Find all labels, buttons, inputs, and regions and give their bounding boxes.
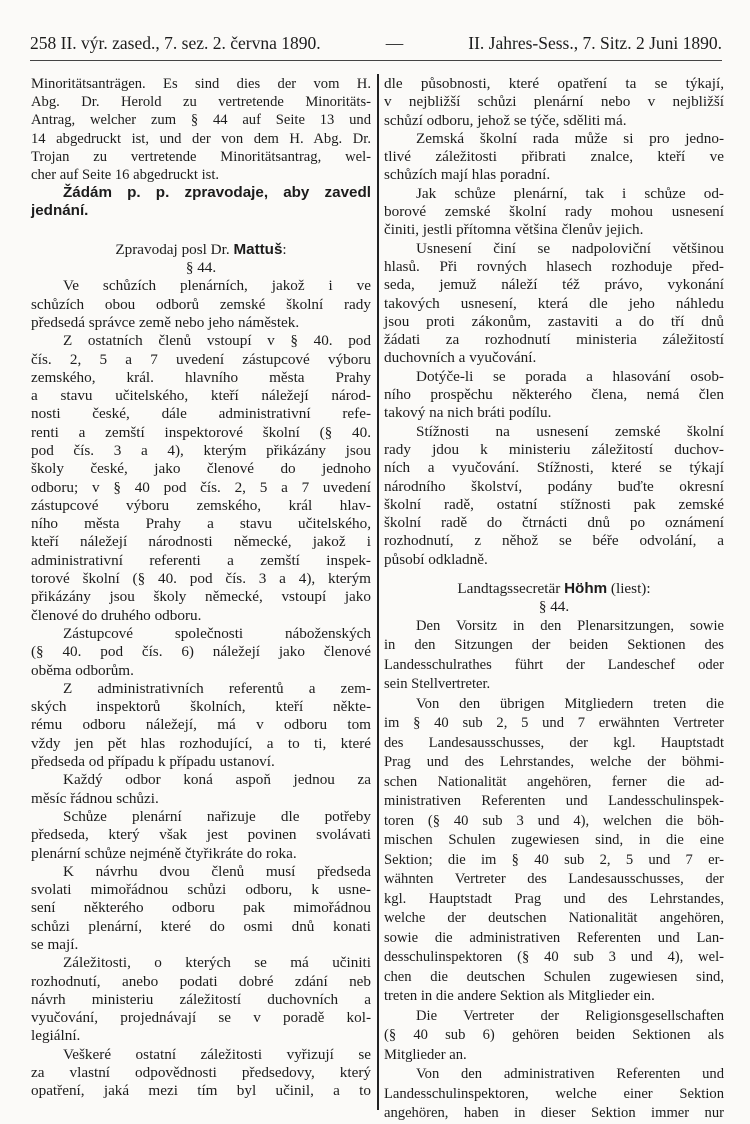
paragraph (31, 277, 371, 332)
text-line: duchovních a vyučování. (384, 349, 537, 367)
text-line: rému odboru náležejí, má v odboru tom (31, 716, 371, 734)
text-line: schůzí odboru, jehož se týče, sděliti má. (384, 111, 627, 129)
text-line: působí odkladně. (384, 550, 488, 568)
text-line: rady jdou k ministeriu záležitostí duchov- (384, 440, 724, 458)
text-line: Ve schůzích plenárních, jakož i ve (63, 277, 371, 295)
text-line: se mají. (31, 936, 79, 953)
text-line: Stížnosti na usnesení zemské školní (416, 422, 724, 440)
text-line: Trojan zu vertretende Minoritätsantrag, wel- (31, 148, 371, 165)
text-line: Antrag, welcher zum § 44 auf Seite 13 und (31, 112, 371, 129)
text-line: odboru; v § 40 pod čís. 2, 5 a 7 uvedení (31, 478, 371, 496)
text-line: Sektion; die im § 40 sub 2, 5 und 7 er- (384, 851, 724, 868)
text-line: wähnten Vertreter des Landesausschusses, der (384, 871, 724, 888)
text-line: vyučování, projednávají se v poradě kol- (31, 1009, 371, 1027)
text-line: Záležitosti, o kterých se má učiniti (63, 954, 371, 972)
text-line: vždy jen pět hlas rozhodující, a to ti, které (31, 734, 371, 752)
text-line: svolati mimořádnou schůzi odboru, k usne- (31, 881, 371, 899)
speaker-name: Höhm (564, 580, 608, 598)
text-line: ních a vyučování. Stížnosti, které se týkají (384, 459, 724, 477)
text-line: angehören, haben in dieser Sektion immer nur (384, 1105, 724, 1122)
text-line: in den Sitzungen der beiden Sektionen des (384, 637, 724, 654)
text-line: školní radě do čtrnácti dnů po oznámení (384, 514, 724, 532)
text-line: Každý odbor koná aspoň jednou za (63, 771, 371, 789)
paragraph (384, 695, 724, 1007)
paragraph (31, 625, 371, 680)
text-line: toren (§ 40 sub 3 und 4), welchen die böh- (384, 812, 724, 829)
text-line: zástupcové výboru zemského, král hlav- (31, 496, 371, 514)
text-line: Žádám p. p. zpravodaje, aby zavedl (63, 184, 371, 202)
paragraph (31, 954, 371, 1045)
text-line: schen Nationalität angehören, ferner die ad- (384, 773, 724, 790)
text-line: schůzi plenární, které do osmi dnů konati (31, 917, 371, 935)
text-line: Von den administrativen Referenten und (416, 1066, 724, 1083)
text-line: tlivé záležitosti přibrati znalce, kteří ve (384, 148, 724, 166)
paragraph (31, 863, 371, 954)
text-line: pod čís. 3 a 4), kterým přikázány jsou (31, 441, 371, 459)
text-line: v nejbližší schůzi plenární nebo v nejbližší (384, 93, 724, 111)
text-line: legiální. (31, 1027, 81, 1045)
text-line: hlasů. Při rovných hlasech rozhoduje před- (384, 257, 724, 275)
text-line: a stavu učitelského, kteří náležejí národ- (31, 387, 371, 405)
paragraph (31, 332, 371, 625)
text-line: borové zemské školní rady mohou usnesení (384, 203, 724, 221)
text-line: (§ 40. pod čís. 6) náležejí jako členové (31, 643, 371, 661)
text-line: treten in die andere Sektion als Mitglieder ein. (384, 988, 655, 1005)
text-line: des Landesausschusses, der kgl. Hauptstadt (384, 734, 724, 751)
text-line: zemského, král. hlavního města Prahy (31, 368, 371, 386)
text-line: 14 abgedruckt ist, und der von dem H. Abg. Dr. (31, 130, 371, 147)
text-line: Prag und des Lehrstandes, welche der böhmi- (384, 754, 724, 771)
paragraph (384, 368, 724, 423)
column-divider (377, 74, 379, 1110)
text-line: návrh ministeriu záležitostí duchovních a (31, 990, 371, 1008)
text-line: ního města Prahy a stavu učitelského, (31, 515, 371, 533)
text-line: K návrhu dvou členů musí předseda (63, 862, 371, 880)
section-heading: § 44. (185, 259, 217, 277)
paragraph (31, 1046, 371, 1101)
text-line: ního prospěchu některého člena, nemá člen (384, 386, 724, 404)
left-column (31, 75, 371, 1101)
paragraph (384, 185, 724, 240)
speaker-name: Mattuš (233, 240, 283, 258)
text-line: členové do druhého odboru. (31, 606, 202, 624)
text-line: rozhodnutí, anebo podati dobré zdání neb (31, 972, 371, 990)
text-line: (§ 40 sub 6) gehören beiden Sektionen als (384, 1027, 724, 1044)
text-line: čís. 2, 5 a 7 uvedení zástupcové výboru (31, 350, 371, 368)
paragraph (384, 1007, 724, 1066)
paragraph (384, 1065, 724, 1124)
text-line: rozhodnutí, z něhož se béře odvolání, a (384, 532, 724, 550)
text-line: jsou proti zákonům, zastaviti a do tří dnů (384, 312, 724, 330)
text-line: plenární schůze nejméně čtyřikráte do roka. (31, 844, 297, 862)
speaker-line (384, 580, 724, 598)
text-line: školní radě, ostatní stížnosti pak zemské (384, 495, 724, 513)
text-line: předseda od případu k případu ustanoví. (31, 753, 275, 771)
text-line: Usnesení činí se nadpoloviční většinou (416, 239, 724, 257)
speaker-text: Landtagssecretär (457, 580, 565, 598)
text-line: Landesschulrathes führt der Landeschef oder (384, 656, 724, 673)
paragraph (31, 680, 371, 771)
text-line: seda, jemuž náleží též právo, vykonání (384, 276, 724, 294)
spacer (384, 569, 724, 580)
speaker-text: : (282, 240, 287, 258)
header-czech: 258 II. výr. zased., 7. sez. 2. června 1890. (30, 33, 321, 53)
text-line: národního školství, podány buďte okresní (384, 477, 724, 495)
paragraph (31, 808, 371, 863)
text-line: přikázány jsou školy německé, vstoupí jako (31, 588, 371, 606)
speaker-text: (liest): (607, 580, 651, 598)
running-header (30, 33, 722, 54)
text-line: měsíc řádnou schůzi. (31, 789, 159, 807)
text-line: renti a zemští inspektorové školní (§ 40. (31, 423, 371, 441)
text-line: předseda, který však jest povinen svolávati (31, 826, 371, 844)
header-dash: — (385, 33, 404, 53)
text-line: Die Vertreter der Religionsgesellschaften (416, 1007, 724, 1024)
text-line: Z ostatních členů vstoupí v § 40. pod (63, 332, 371, 350)
section-heading: § 44. (538, 598, 570, 616)
text-line: Mitglieder an. (384, 1046, 467, 1063)
text-line: cher auf Seite 16 abgedruckt ist. (31, 166, 220, 183)
paragraph (31, 771, 371, 808)
text-line: desschulinspektoren (§ 40 sub 3 und 4), wel- (384, 949, 724, 966)
spacer (31, 221, 371, 241)
right-column (384, 75, 724, 1124)
text-line: kgl. Hauptstadt Prag und des Lehrstandes, (384, 890, 724, 907)
text-line: Jak schůze plenární, tak i schůze od- (416, 184, 724, 202)
text-line: Zástupcové společnosti náboženských (63, 624, 371, 642)
text-block (384, 75, 724, 130)
text-line: Veškeré ostatní záležitosti vyřizují se (63, 1045, 371, 1063)
text-line: takový na nich bráti podílu. (384, 404, 552, 422)
text-line: předsedá správce země nebo jeho náměstek. (31, 313, 300, 331)
header-german: II. Jahres-Sess., 7. Sitz. 2 Juni 1890. (468, 33, 722, 53)
text-line: sowie die administrativen Referenten und Lan- (384, 929, 724, 946)
text-line: sení některého odboru pak mimořádnou (31, 899, 371, 917)
paragraph (31, 184, 371, 221)
text-line: jednání. (31, 202, 89, 220)
text-line: Von den übrigen Mitgliedern treten die (416, 695, 724, 712)
paragraph (384, 423, 724, 569)
text-line: administrativní referenti a zemští inspek- (31, 551, 371, 569)
text-line: opatření, jaká mezi tím byl učinil, a to (31, 1082, 371, 1100)
text-line: schůzích mají hlas poradní. (384, 166, 551, 184)
text-line: mischen Schulen zugewiesen sind, in die eine (384, 832, 724, 849)
text-line: nosti české, dále administrativní refe- (31, 405, 371, 423)
header-rule (30, 60, 722, 61)
text-line: welche der deutschen Nationalität angehören, (384, 910, 724, 927)
text-block (31, 75, 371, 184)
text-line: Schůze plenární nařizuje dle potřeby (63, 807, 371, 825)
speaker-line (31, 241, 371, 259)
paragraph (384, 617, 724, 695)
text-line: chen die deutschen Schulen zugewiesen sind, (384, 968, 724, 985)
text-line: im § 40 sub 2, 5 und 7 erwähnten Vertreter (384, 715, 724, 732)
text-line: Den Vorsitz in den Plenarsitzungen, sowie (416, 617, 724, 634)
text-line: Landesschulinspektoren, welche einer Sektion (384, 1085, 724, 1102)
text-line: Minoritätsanträgen. Es sind dies der vom H. (31, 76, 371, 92)
text-line: dle působnosti, které opatření ta se týkají, (384, 75, 724, 92)
text-line: schůzích obou odborů zemské školní rady (31, 295, 371, 313)
text-line: torové školní (§ 40. pod čís. 3 a 4), kterým (31, 570, 371, 588)
text-line: žádati za rozhodnutí ministeria záležitostí (384, 331, 724, 349)
text-line: Dotýče-li se porada a hlasování osob- (416, 367, 724, 385)
text-line: Zemská školní rada může si pro jedno- (416, 129, 724, 147)
text-line: takových usnesení, která dle jeho náhledu (384, 294, 724, 312)
paragraph (384, 240, 724, 368)
text-line: činiti, jestli přítomna většina členův jejich. (384, 221, 644, 239)
text-line: ministrativen Referenten und Landesschulinspek- (384, 793, 724, 810)
text-line: ských inspektorů školních, kteří někte- (31, 698, 371, 716)
text-line: oběma odborům. (31, 661, 134, 679)
text-line: sein Stellvertreter. (384, 676, 491, 693)
speaker-text: Zpravodaj posl Dr. (115, 240, 234, 258)
text-line: kteří náležejí národnosti německé, jakož i (31, 533, 371, 551)
text-line: Abg. Dr. Herold zu vertretende Minoritäts- (31, 94, 371, 111)
text-line: Z administrativních referentů a zem- (63, 679, 371, 697)
text-line: za vlastní odpovědnosti předsedovy, který (31, 1064, 371, 1082)
text-line: školy české, jako členové do jednoho (31, 460, 371, 478)
paragraph (384, 130, 724, 185)
